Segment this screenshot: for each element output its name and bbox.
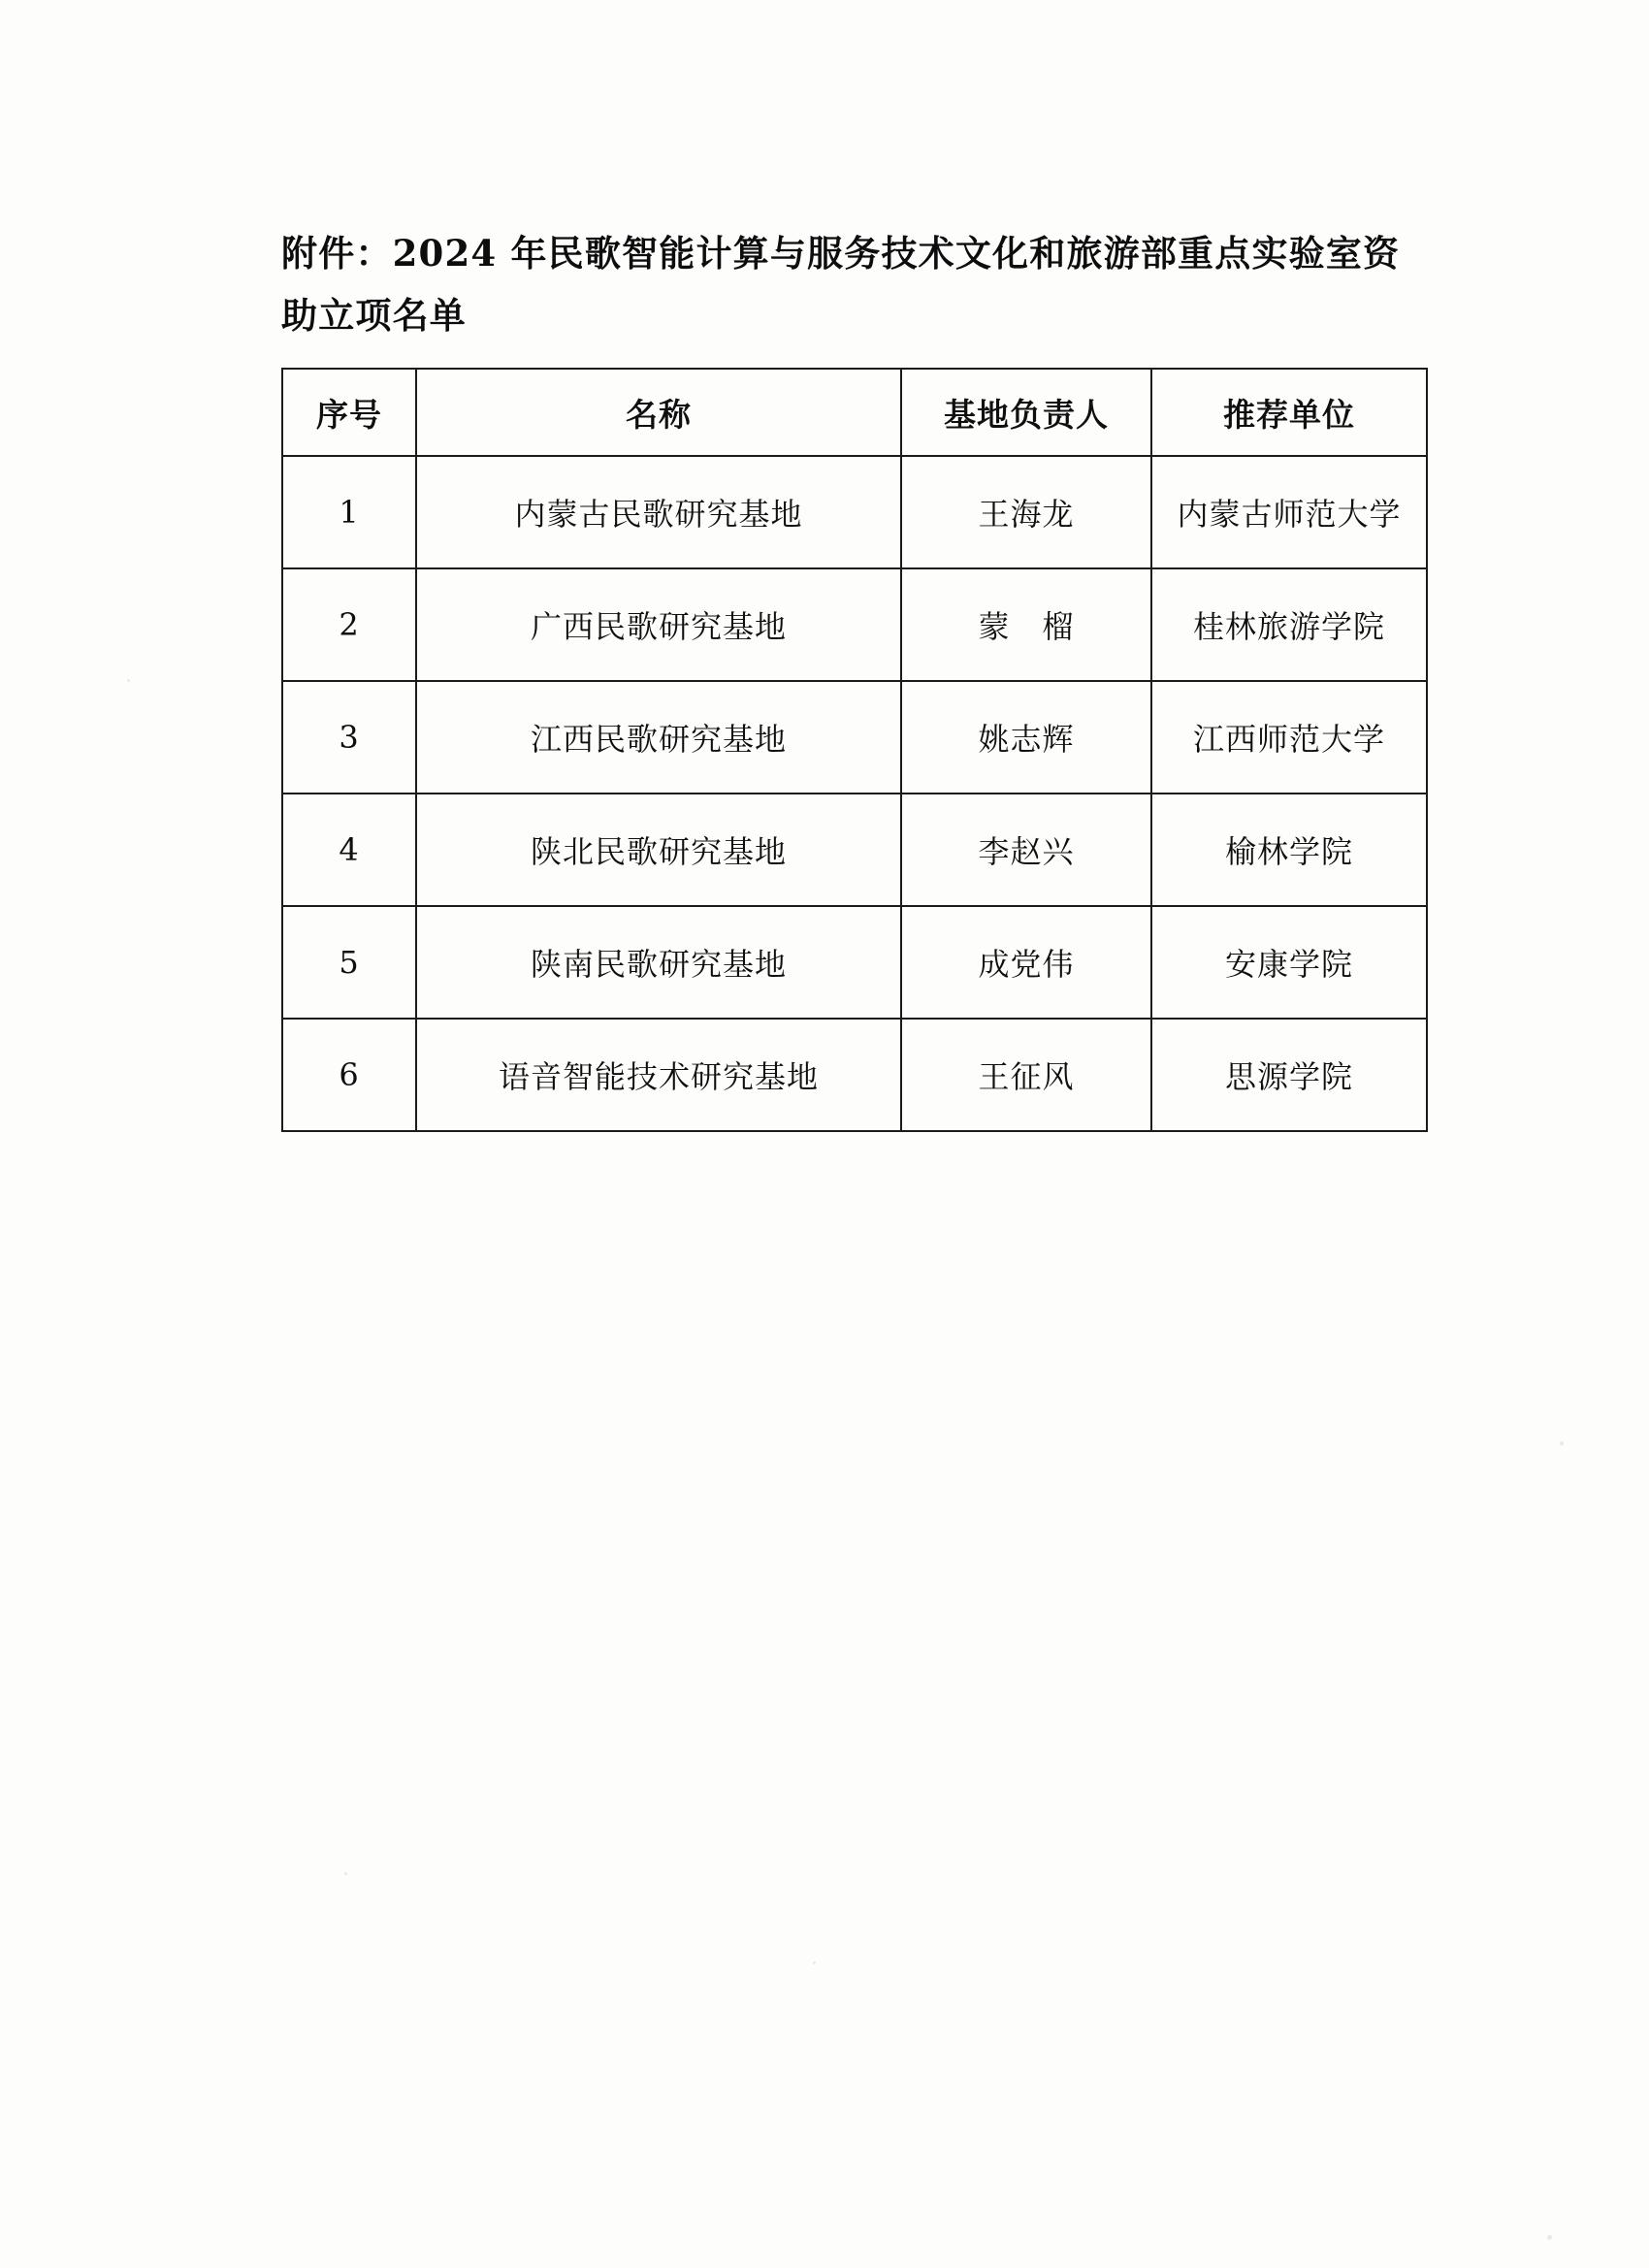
cell-name: 陕南民歌研究基地	[416, 906, 901, 1019]
cell-name: 陕北民歌研究基地	[416, 794, 901, 906]
scan-speckle	[1547, 2235, 1552, 2240]
page-title	[281, 223, 1426, 346]
cell-leader: 王海龙	[901, 456, 1151, 568]
table-header-name: 名称	[416, 369, 901, 456]
cell-leader: 成党伟	[901, 906, 1151, 1019]
cell-unit: 内蒙古师范大学	[1151, 456, 1427, 568]
table-row	[282, 568, 1427, 681]
cell-index: 3	[282, 681, 416, 794]
cell-index: 4	[282, 794, 416, 906]
cell-leader: 王征风	[901, 1019, 1151, 1131]
table-row	[282, 456, 1427, 568]
cell-unit: 安康学院	[1151, 906, 1427, 1019]
page-title-line-2: 助立项名单	[281, 293, 467, 337]
cell-leader: 李赵兴	[901, 794, 1151, 906]
table-header-leader: 基地负责人	[901, 369, 1151, 456]
scan-speckle	[127, 679, 130, 682]
page-title-line-1: 附件：2024 年民歌智能计算与服务技术文化和旅游部重点实验室资	[281, 232, 1401, 275]
table-header-row	[282, 369, 1427, 456]
document-content	[281, 223, 1426, 1132]
cell-index: 6	[282, 1019, 416, 1131]
table-row	[282, 681, 1427, 794]
cell-index: 1	[282, 456, 416, 568]
award-list-table	[281, 368, 1428, 1132]
cell-leader: 姚志辉	[901, 681, 1151, 794]
cell-name: 广西民歌研究基地	[416, 568, 901, 681]
cell-unit: 榆林学院	[1151, 794, 1427, 906]
cell-index: 5	[282, 906, 416, 1019]
cell-unit: 桂林旅游学院	[1151, 568, 1427, 681]
cell-leader: 蒙 榴	[901, 568, 1151, 681]
table-header-index: 序号	[282, 369, 416, 456]
cell-name: 语音智能技术研究基地	[416, 1019, 901, 1131]
table-row	[282, 906, 1427, 1019]
table-row	[282, 794, 1427, 906]
scan-speckle	[1560, 1442, 1564, 1445]
scan-speckle	[813, 1961, 816, 1964]
cell-name: 江西民歌研究基地	[416, 681, 901, 794]
scan-speckle	[344, 1872, 347, 1875]
table-header-unit: 推荐单位	[1151, 369, 1427, 456]
cell-unit: 思源学院	[1151, 1019, 1427, 1131]
cell-index: 2	[282, 568, 416, 681]
cell-unit: 江西师范大学	[1151, 681, 1427, 794]
cell-name: 内蒙古民歌研究基地	[416, 456, 901, 568]
table-row	[282, 1019, 1427, 1131]
